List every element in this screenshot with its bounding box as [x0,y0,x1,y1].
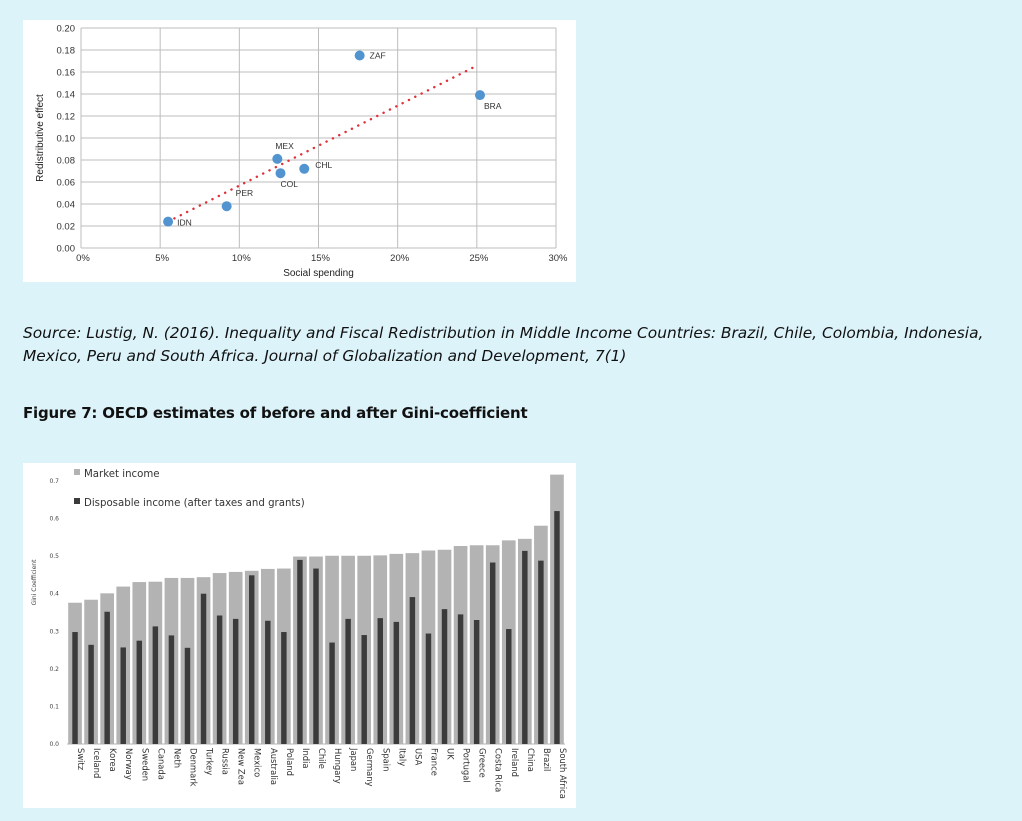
y-tick-label: 0.08 [56,155,75,167]
y-tick-label: 0.10 [56,133,75,145]
category-label: South Africa [557,748,568,799]
y-tick-label: 0.4 [49,590,59,598]
point-label-chl: CHL [315,159,333,170]
x-tick-label: 0% [76,253,90,264]
category-label: Denmark [188,748,199,787]
scatter-chart-panel [23,20,576,282]
y-tick-label: 0.06 [56,177,75,189]
legend-swatch-disposable-income [74,498,80,504]
bar-chart-panel [23,463,576,808]
y-tick-label: 0.3 [49,628,59,636]
bar-disposable-income [554,511,559,744]
scatter-chart [23,20,576,282]
category-label: Sweden [140,748,151,782]
category-label: France [429,748,440,776]
bar-disposable-income [104,612,109,744]
y-tick-label: 0.1 [49,703,59,711]
bar-disposable-income [458,614,463,744]
data-point-mex [272,154,282,164]
x-tick-label: 15% [310,253,331,264]
x-tick-label: 20% [390,253,410,264]
y-axis-title: Redistributive effect [35,94,46,182]
y-tick-label: 0.04 [56,199,75,211]
bar-disposable-income [313,569,318,744]
data-point-idn [163,217,173,227]
bar-disposable-income [169,635,174,744]
category-label: Australia [268,748,279,786]
legend-label-market-income: Market income [84,469,160,480]
category-label: Neth [172,748,183,769]
y-tick-label: 0.20 [56,23,75,35]
bar-disposable-income [361,635,366,744]
category-label: Italy [397,748,408,767]
category-label: Switz [76,748,87,771]
category-label: Japan [349,748,360,772]
bar-disposable-income [394,622,399,744]
bar-disposable-income [410,597,415,744]
point-label-zaf: ZAF [369,50,386,61]
y-tick-label: 0.16 [56,67,75,79]
data-point-bra [475,90,485,100]
legend-swatch-market-income [74,469,80,475]
bar-disposable-income [185,648,190,744]
y-tick-label: 0.02 [56,221,75,233]
legend-label-disposable-income: Disposable income (after taxes and grants) [84,498,305,509]
bar-disposable-income [442,609,447,744]
category-label: Germany [365,748,376,787]
y-tick-label: 0.14 [56,89,75,101]
x-tick-label: 10% [231,253,251,264]
category-label: Ireland [509,748,520,777]
bar-disposable-income [426,634,431,744]
bar-disposable-income [345,619,350,744]
bar-disposable-income [297,560,302,744]
category-label: Brazil [541,748,552,772]
category-label: Norway [124,748,135,780]
y-tick-label: 0.7 [49,478,59,485]
bar-disposable-income [249,575,254,744]
category-label: Hungary [333,748,344,784]
x-axis-title: Social spending [283,268,354,279]
bar-disposable-income [72,632,77,744]
bar-disposable-income [137,641,142,744]
point-label-mex: MEX [275,140,294,151]
category-label: Iceland [92,748,103,779]
bar-disposable-income [522,551,527,744]
category-label: Russia [220,748,231,775]
bar-disposable-income [153,626,158,744]
y-axis-title: Gini Coefficient [31,559,38,606]
data-point-col [276,168,286,178]
bar-disposable-income [378,618,383,744]
bar-disposable-income [506,629,511,744]
bar-disposable-income [233,619,238,744]
point-label-bra: BRA [484,101,502,112]
data-point-per [222,201,232,211]
data-point-zaf [355,51,365,61]
category-label: UK [445,748,456,760]
bar-disposable-income [474,620,479,744]
category-label: Canada [156,748,167,780]
category-label: Spain [381,748,392,772]
category-label: Mexico [252,748,263,778]
point-label-idn: IDN [177,217,192,228]
y-tick-label: 0.00 [56,243,75,255]
category-label: Costa Rica [493,748,504,793]
category-label: Poland [284,748,295,776]
bar-disposable-income [120,647,125,744]
y-tick-label: 0.5 [49,553,59,561]
bar-chart [23,463,576,808]
category-label: Greece [477,748,488,778]
category-label: Korea [108,748,119,772]
bar-disposable-income [281,632,286,744]
x-tick-label: 5% [155,253,170,264]
category-label: USA [413,748,424,766]
y-tick-label: 0.2 [49,665,59,673]
category-label: China [525,748,536,772]
x-tick-label: 30% [548,253,568,264]
bar-disposable-income [265,621,270,744]
y-tick-label: 0.0 [49,741,59,748]
source-citation: Source: Lustig, N. (2016). Inequality and Fiscal Redistribution in Middle Income Countries: Brazil, Chile, Colombia, Indonesia, Mexico, Peru and South Africa. Journal of Globalization and Development, 7(1) [23,324,984,365]
bar-disposable-income [201,594,206,744]
trend-line [168,67,475,222]
data-point-chl [299,164,309,174]
category-label: New Zea [236,748,247,785]
y-tick-label: 0.6 [49,515,59,523]
y-tick-label: 0.12 [56,111,75,123]
y-tick-label: 0.18 [56,45,75,57]
category-label: India [300,748,311,769]
bar-disposable-income [88,645,93,744]
point-label-col: COL [280,179,298,190]
point-label-per: PER [235,188,254,199]
category-label: Chile [317,748,327,769]
category-label: Portugal [461,748,472,783]
figure-title: Figure 7: OECD estimates of before and after Gini-coefficient [23,404,528,422]
bar-disposable-income [217,616,222,744]
bar-disposable-income [329,643,334,744]
bar-disposable-income [538,561,543,744]
category-label: Turkey [204,748,215,776]
bar-disposable-income [490,563,495,744]
x-tick-label: 25% [469,253,489,264]
